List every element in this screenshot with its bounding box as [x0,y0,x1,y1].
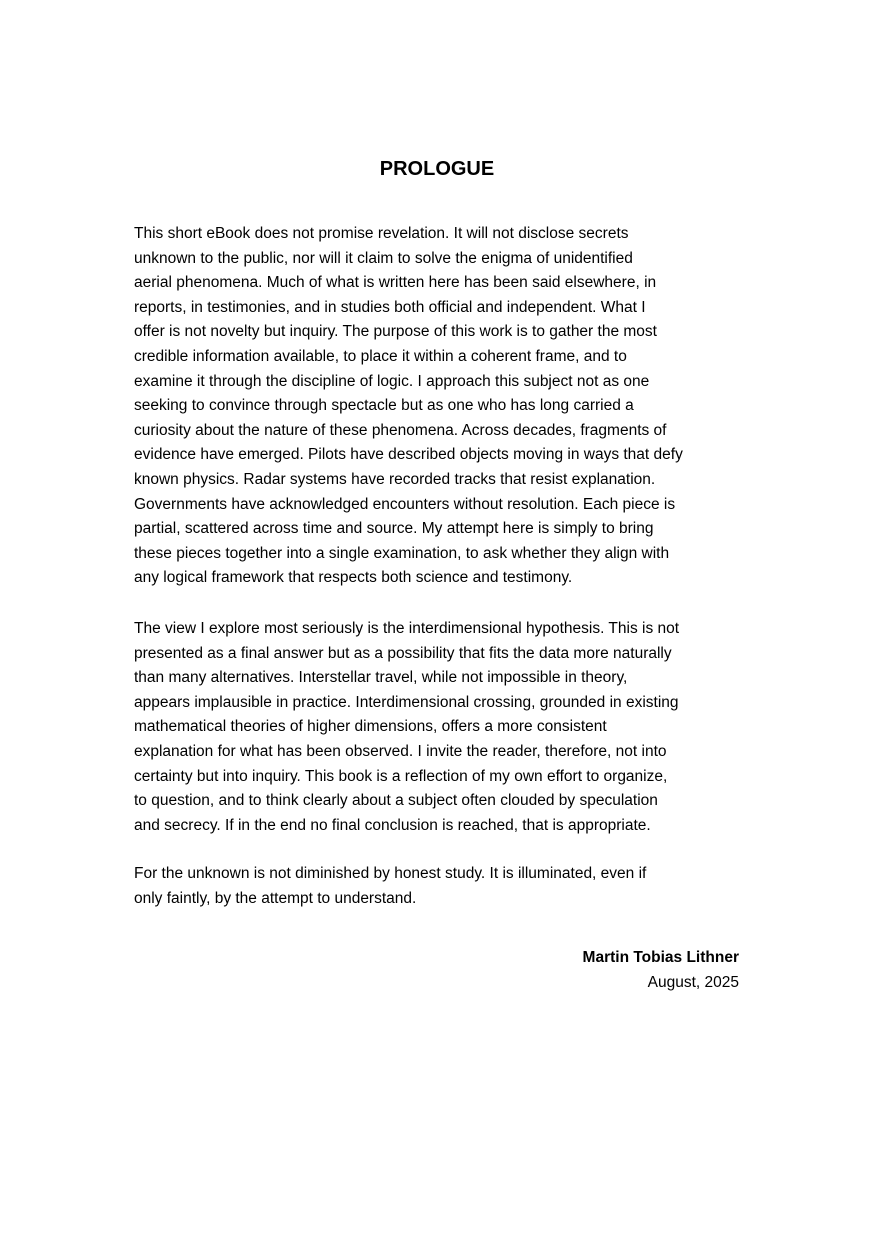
text-line: This short eBook does not promise revelation. It will not disclose secrets [134,225,629,242]
text-line: unknown to the public, nor will it claim to solve the enigma of unidentified [134,249,633,267]
text-line: explanation for what has been observed. I invite the reader, therefore, not into [134,742,667,760]
text-line: certainty but into inquiry. This book is a reflection of my own effort to organize, [134,767,668,785]
text-line: to question, and to think clearly about a subject often clouded by speculation [134,792,658,810]
text-line: seeking to convince through spectacle but as one who has long carried a [134,397,634,415]
text-line: examine it through the discipline of logic. I approach this subject not as one [134,372,650,390]
text-line: offer is not novelty but inquiry. The purpose of this work is to gather the most [134,323,657,341]
signature-date: August, 2025 [647,974,739,991]
text-line: appears implausible in practice. Interdimensional crossing, grounded in existing [134,693,679,711]
signature-block [583,945,739,995]
text-line: evidence have emerged. Pilots have described objects moving in ways that defy [134,446,683,464]
text-line: any logical framework that respects both science and testimony. [134,569,573,587]
text-line: credible information available, to place it within a coherent frame, and to [134,347,627,365]
text-line: The view I explore most seriously is the interdimensional hypothesis. This is not [134,620,680,637]
text-line: partial, scattered across time and source. My attempt here is simply to bring [134,520,654,538]
text-line: these pieces together into a single examination, to ask whether they align with [134,544,670,562]
text-line: presented as a final answer but as a possibility that fits the data more naturally [134,644,672,662]
text-line: only faintly, by the attempt to understand. [134,889,417,907]
page-title: PROLOGUE [379,158,495,180]
text-line: known physics. Radar systems have recorded tracks that resist explanation. [134,470,656,488]
text-line: curiosity about the nature of these phenomena. Across decades, fragments of [134,421,667,439]
paragraph-1 [134,222,754,591]
text-line: Governments have acknowledged encounters without resolution. Each piece is [134,495,676,513]
text-line: For the unknown is not diminished by honest study. It is illuminated, even if [134,865,647,882]
text-line: and secrecy. If in the end no final conclusion is reached, that is appropriate. [134,816,651,834]
paragraph-3 [134,862,754,911]
text-line: reports, in testimonies, and in studies both official and independent. What I [134,298,646,316]
text-line: than many alternatives. Interstellar travel, while not impossible in theory, [134,669,628,687]
author-name: Martin Tobias Lithner [582,949,739,966]
text-line: aerial phenomena. Much of what is written here has been said elsewhere, in [134,274,657,292]
text-line: mathematical theories of higher dimensions, offers a more consistent [134,718,607,736]
paragraph-2 [134,617,754,838]
